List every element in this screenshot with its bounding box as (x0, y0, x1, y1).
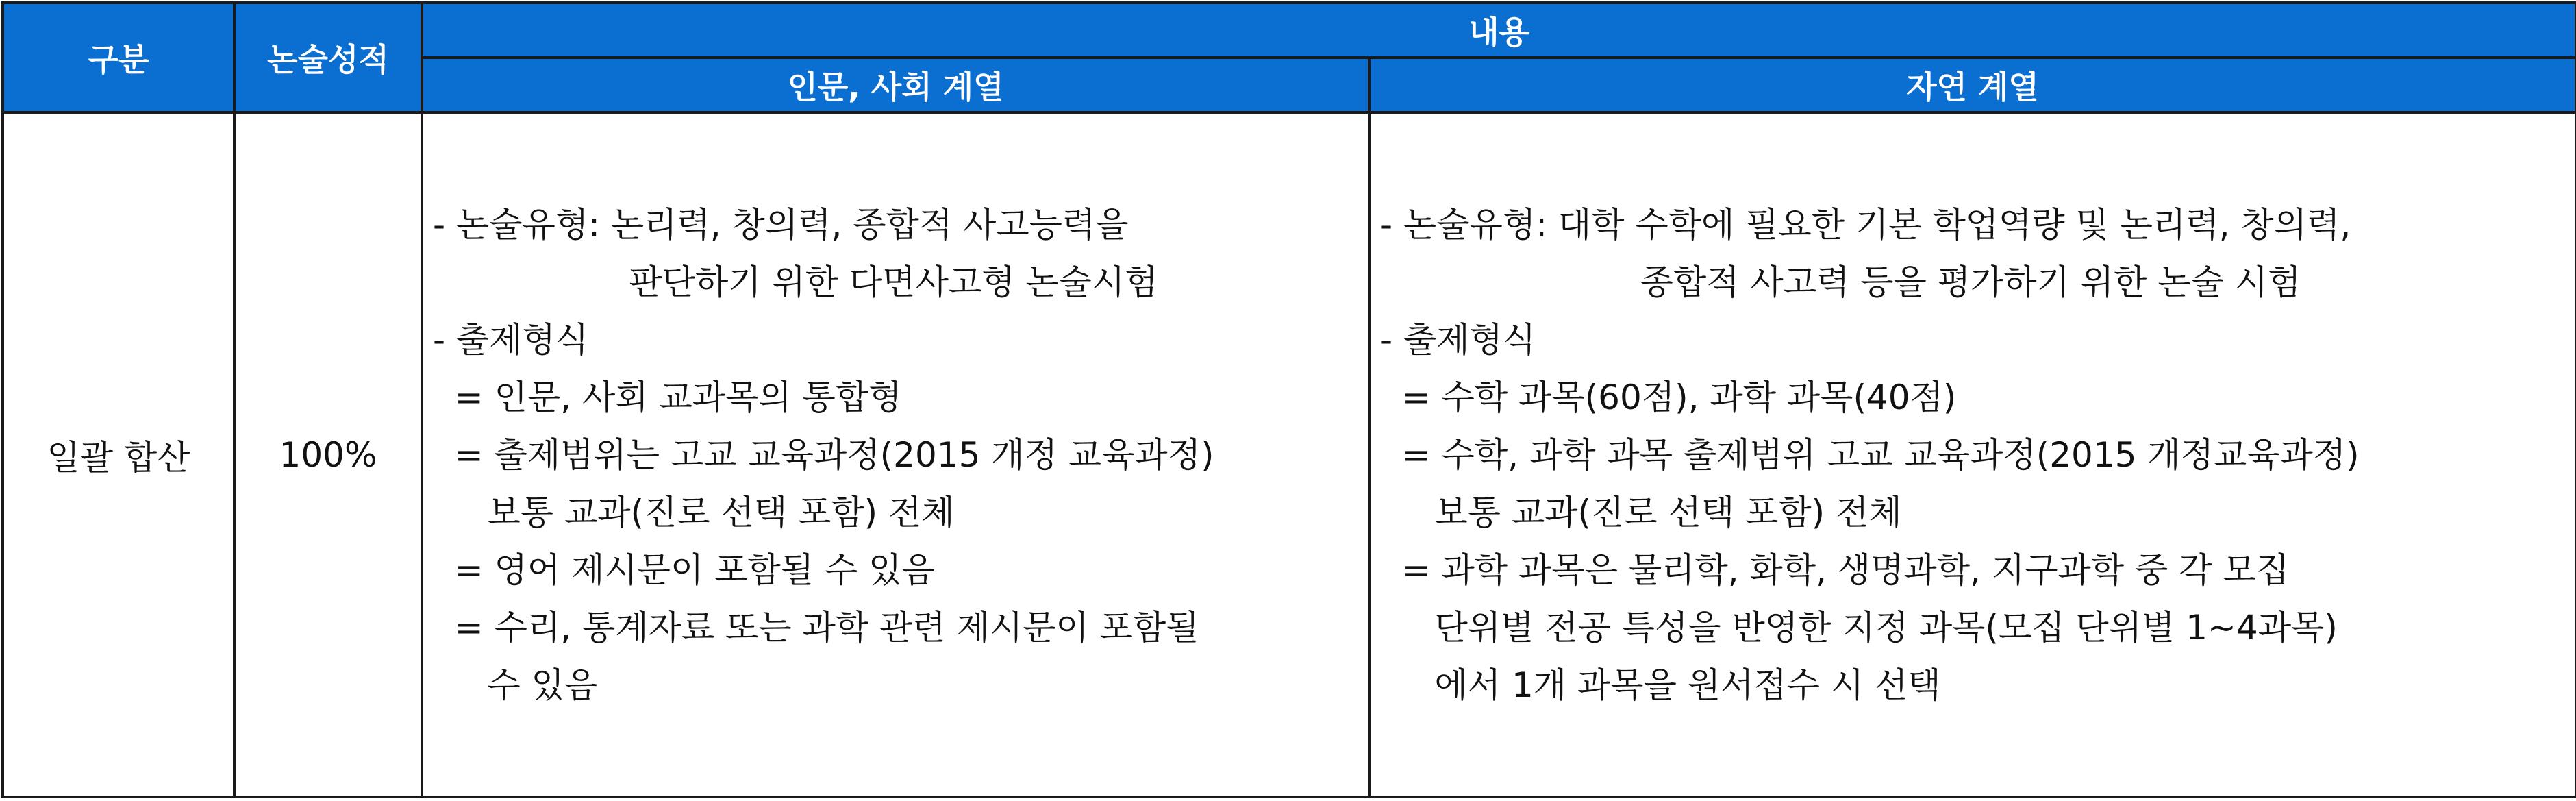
natural-line: 단위별 전공 특성을 반영한 지정 과목(모집 단위별 1~4과목) (1380, 607, 2338, 648)
humanities-line: = 영어 제시문이 포함될 수 있음 (433, 550, 935, 590)
header-humanities: 인문, 사회 계열 (422, 58, 1369, 112)
natural-line: 보통 교과(진로 선택 포함) 전체 (1380, 492, 1902, 532)
humanities-line: 보통 교과(진로 선택 포함) 전체 (433, 492, 955, 532)
cell-natural-content (1369, 112, 2576, 797)
cell-humanities-content (422, 112, 1369, 797)
table-row (3, 112, 2576, 797)
humanities-line: 판단하기 위한 다면사고형 논술시험 (629, 262, 1158, 302)
natural-line: 종합적 사고력 등을 평가하기 위한 논술 시험 (1640, 262, 2301, 302)
humanities-line: = 인문, 사회 교과목의 통합형 (433, 377, 902, 417)
natural-line: = 수학, 과학 과목 출제범위 고교 교육과정(2015 개정교육과정) (1380, 434, 2360, 475)
header-essay-score: 논술성적 (234, 3, 422, 112)
humanities-line: 수 있음 (433, 665, 598, 705)
header-category: 구분 (3, 3, 234, 112)
humanities-line: - 출제형식 (433, 319, 589, 360)
natural-line: = 수학 과목(60점), 과학 과목(40점) (1380, 377, 1957, 417)
natural-line: = 과학 과목은 물리학, 화학, 생명과학, 지구과학 중 각 모집 (1380, 550, 2290, 590)
natural-line: - 출제형식 (1380, 319, 1536, 360)
natural-line: - 논술유형: 대학 수학에 필요한 기본 학업역량 및 논리력, 창의력, (1380, 204, 2351, 245)
essay-info-table (1, 1, 2576, 798)
humanities-line: - 논술유형: 논리력, 창의력, 종합적 사고능력을 (433, 204, 1129, 245)
cell-essay-score: 100% (234, 112, 422, 797)
essay-info-table-wrapper (0, 1, 2576, 801)
cell-category: 일괄 합산 (3, 112, 234, 797)
humanities-line: = 수리, 통계자료 또는 과학 관련 제시문이 포함될 (433, 607, 1199, 648)
header-natural: 자연 계열 (1369, 58, 2576, 112)
natural-line: 에서 1개 과목을 원서접수 시 선택 (1380, 665, 1941, 705)
header-content: 내용 (422, 3, 2576, 58)
humanities-line: = 출제범위는 고교 교육과정(2015 개정 교육과정) (433, 434, 1214, 475)
